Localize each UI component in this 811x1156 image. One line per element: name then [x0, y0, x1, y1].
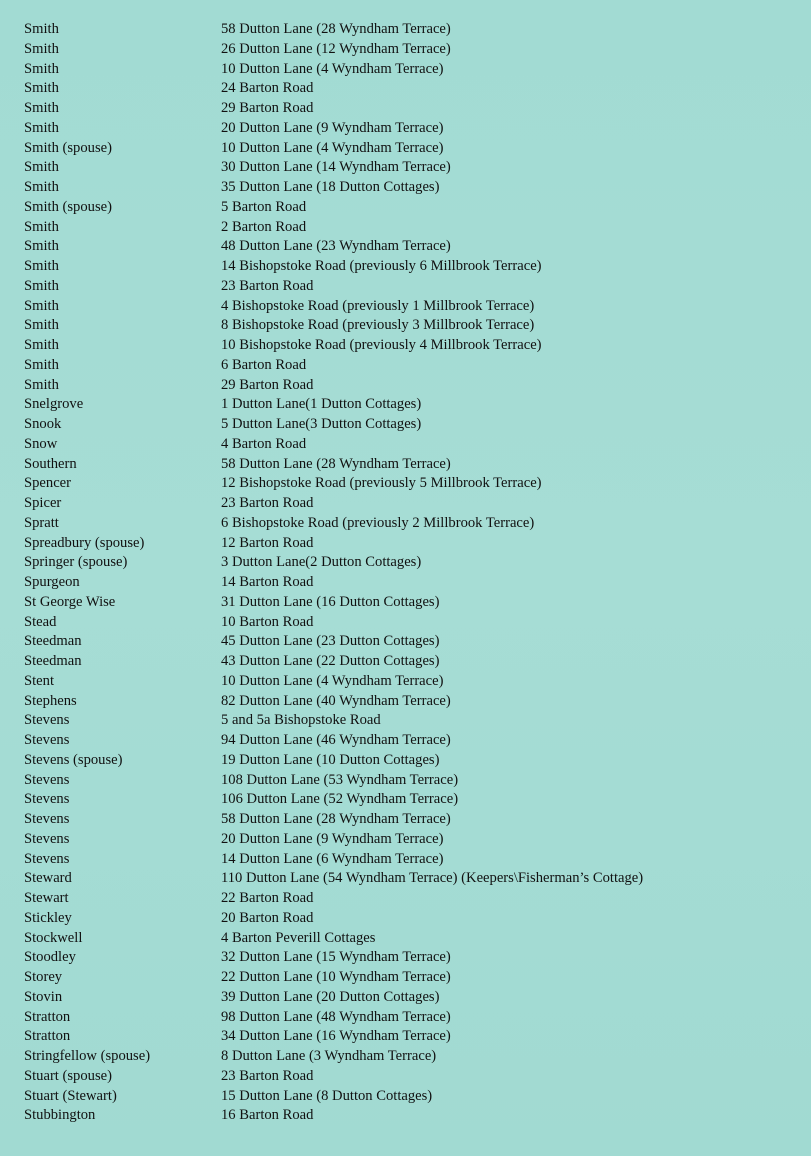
surname: Spencer [24, 475, 72, 492]
list-item [24, 1008, 794, 1028]
list-item [24, 494, 794, 514]
list-item [24, 514, 794, 534]
address: 12 Barton Road [221, 534, 314, 551]
address: 4 Barton Peverill Cottages [221, 929, 376, 946]
surname: Smith [24, 21, 59, 37]
address: 82 Dutton Lane (40 Wyndham Terrace) [221, 692, 451, 709]
surname: Stubbington [24, 1107, 96, 1124]
surname: Smith [24, 159, 59, 176]
list-item [24, 573, 794, 593]
surname: Smith [24, 376, 59, 393]
list-item [24, 60, 794, 80]
address: 6 Barton Road [221, 356, 307, 373]
list-item [24, 178, 794, 198]
list-item [24, 1047, 794, 1067]
address: 29 Barton Road [221, 376, 314, 393]
surname: Stuart (Stewart) [24, 1087, 117, 1104]
list-item [24, 139, 794, 159]
address: 98 Dutton Lane (48 Wyndham Terrace) [221, 1008, 451, 1025]
address: 20 Dutton Lane (9 Wyndham Terrace) [221, 830, 444, 847]
list-item [24, 751, 794, 771]
surname: Stratton [24, 1028, 71, 1045]
surname: Smith [24, 277, 59, 294]
list-item [24, 415, 794, 435]
address: 58 Dutton Lane (28 Wyndham Terrace) [221, 455, 451, 472]
list-item [24, 672, 794, 692]
list-item [24, 948, 794, 968]
address: 6 Bishopstoke Road (previously 2 Millbrook Terrace) [221, 514, 535, 531]
surname: Spratt [24, 514, 59, 531]
surname: Stuart (spouse) [24, 1067, 112, 1084]
list-item [24, 336, 794, 356]
list-item [24, 20, 794, 40]
surname: Southern [24, 455, 77, 472]
surname: Smith [24, 258, 59, 274]
address: 20 Dutton Lane (9 Wyndham Terrace) [221, 119, 444, 136]
address: 43 Dutton Lane (22 Dutton Cottages) [221, 653, 440, 669]
list-item [24, 1067, 794, 1087]
list-item [24, 435, 794, 455]
address: 8 Dutton Lane (3 Wyndham Terrace) [221, 1048, 437, 1064]
address: 23 Barton Road [221, 277, 314, 294]
list-item [24, 731, 794, 751]
address: 1 Dutton Lane(1 Dutton Cottages) [221, 396, 422, 413]
surname: Smith (spouse) [24, 198, 112, 215]
address: 8 Bishopstoke Road (previously 3 Millbrook Terrace) [221, 317, 535, 334]
address: 14 Barton Road [221, 574, 314, 590]
surname: St George Wise [24, 593, 116, 610]
list-item [24, 593, 794, 613]
surname: Snelgrove [24, 396, 84, 413]
address: 48 Dutton Lane (23 Wyndham Terrace) [221, 238, 451, 255]
surname: Smith [24, 218, 59, 235]
surname: Stephens [24, 692, 77, 709]
surname: Stovin [24, 988, 63, 1005]
list-item [24, 218, 794, 238]
surname: Spurgeon [24, 574, 80, 590]
address: 24 Barton Road [221, 80, 314, 97]
surname: Stevens [24, 712, 70, 729]
address: 19 Dutton Lane (10 Dutton Cottages) [221, 751, 440, 768]
address: 35 Dutton Lane (18 Dutton Cottages) [221, 179, 440, 195]
address: 26 Dutton Lane (12 Wyndham Terrace) [221, 40, 451, 57]
list-item [24, 771, 794, 791]
surname: Stevens [24, 811, 70, 827]
address: 39 Dutton Lane (20 Dutton Cottages) [221, 988, 440, 1005]
list-item [24, 40, 794, 60]
list-item [24, 237, 794, 257]
surname: Stent [24, 672, 54, 689]
address: 12 Bishopstoke Road (previously 5 Millbrook Terrace) [221, 475, 542, 492]
surname: Springer (spouse) [24, 554, 128, 571]
address: 10 Dutton Lane (4 Wyndham Terrace) [221, 139, 444, 156]
surname: Smith [24, 238, 59, 255]
address: 22 Dutton Lane (10 Wyndham Terrace) [221, 969, 451, 985]
list-item [24, 455, 794, 475]
address: 45 Dutton Lane (23 Dutton Cottages) [221, 633, 440, 650]
address: 10 Bishopstoke Road (previously 4 Millbrook Terrace) [221, 337, 542, 353]
address: 22 Barton Road [221, 890, 314, 906]
list-item [24, 1106, 794, 1126]
list-item [24, 376, 794, 396]
list-item [24, 297, 794, 317]
list-item [24, 652, 794, 672]
list-item [24, 158, 794, 178]
surname: Snook [24, 416, 62, 432]
address: 58 Dutton Lane (28 Wyndham Terrace) [221, 811, 451, 827]
surname: Smith [24, 100, 59, 116]
list-item [24, 257, 794, 277]
address: 58 Dutton Lane (28 Wyndham Terrace) [221, 21, 451, 37]
address: 15 Dutton Lane (8 Dutton Cottages) [221, 1087, 433, 1104]
address: 16 Barton Road [221, 1107, 314, 1124]
address: 106 Dutton Lane (52 Wyndham Terrace) [221, 791, 459, 808]
address: 30 Dutton Lane (14 Wyndham Terrace) [221, 159, 451, 176]
list-item [24, 909, 794, 929]
list-item [24, 474, 794, 494]
surname: Smith [24, 119, 59, 136]
list-item [24, 850, 794, 870]
surname: Stringfellow (spouse) [24, 1048, 151, 1064]
surname: Stevens [24, 732, 70, 748]
address: 14 Bishopstoke Road (previously 6 Millbrook Terrace) [221, 258, 542, 274]
address: 2 Barton Road [221, 218, 307, 235]
surname: Smith [24, 337, 59, 353]
address: 110 Dutton Lane (54 Wyndham Terrace) (Keepers\Fisherman’s Cottage) [221, 870, 644, 887]
surname: Steward [24, 870, 72, 887]
address: 10 Dutton Lane (4 Wyndham Terrace) [221, 672, 444, 689]
list-item [24, 356, 794, 376]
address: 14 Dutton Lane (6 Wyndham Terrace) [221, 850, 444, 867]
surname: Snow [24, 435, 58, 452]
list-item [24, 277, 794, 297]
surname: Stoodley [24, 949, 76, 966]
surname: Spicer [24, 495, 62, 511]
list-item [24, 869, 794, 889]
address: 5 Barton Road [221, 198, 307, 215]
surname: Stead [24, 613, 57, 630]
surname: Steedman [24, 653, 82, 669]
list-item [24, 613, 794, 633]
address: 34 Dutton Lane (16 Wyndham Terrace) [221, 1028, 451, 1045]
list-item [24, 1087, 794, 1107]
surname: Smith [24, 60, 59, 77]
address: 23 Barton Road [221, 1067, 314, 1084]
surname: Stickley [24, 909, 72, 926]
list-item [24, 889, 794, 909]
list-item [24, 711, 794, 731]
list-item [24, 119, 794, 139]
surname: Stevens (spouse) [24, 751, 123, 768]
address: 5 Dutton Lane(3 Dutton Cottages) [221, 416, 422, 432]
list-item [24, 790, 794, 810]
address: 108 Dutton Lane (53 Wyndham Terrace) [221, 771, 459, 788]
list-item [24, 929, 794, 949]
list-item [24, 1027, 794, 1047]
address: 10 Barton Road [221, 613, 314, 630]
list-item [24, 395, 794, 415]
list-item [24, 553, 794, 573]
list-item [24, 692, 794, 712]
surname: Stevens [24, 850, 70, 867]
address: 3 Dutton Lane(2 Dutton Cottages) [221, 554, 422, 571]
address: 20 Barton Road [221, 909, 314, 926]
surname: Smith [24, 179, 59, 195]
surname: Stratton [24, 1008, 71, 1025]
resident-address-list [24, 20, 794, 1126]
list-item [24, 99, 794, 119]
list-item [24, 534, 794, 554]
surname: Smith [24, 317, 59, 334]
list-item [24, 810, 794, 830]
list-item [24, 79, 794, 99]
address: 29 Barton Road [221, 100, 314, 116]
surname: Stevens [24, 791, 70, 808]
list-item [24, 988, 794, 1008]
surname: Storey [24, 969, 63, 985]
surname: Smith [24, 356, 59, 373]
address: 4 Barton Road [221, 435, 307, 452]
list-item [24, 316, 794, 336]
address: 31 Dutton Lane (16 Dutton Cottages) [221, 593, 440, 610]
address: 10 Dutton Lane (4 Wyndham Terrace) [221, 60, 444, 77]
list-item [24, 632, 794, 652]
address: 4 Bishopstoke Road (previously 1 Millbrook Terrace) [221, 297, 535, 314]
address: 32 Dutton Lane (15 Wyndham Terrace) [221, 949, 451, 966]
address: 5 and 5a Bishopstoke Road [221, 712, 381, 729]
list-item [24, 830, 794, 850]
surname: Smith [24, 40, 59, 57]
surname: Stevens [24, 771, 70, 788]
list-item [24, 198, 794, 218]
address: 23 Barton Road [221, 495, 314, 511]
surname: Spreadbury (spouse) [24, 534, 145, 551]
surname: Steedman [24, 633, 82, 650]
surname: Stewart [24, 890, 69, 906]
surname: Smith [24, 80, 59, 97]
list-item [24, 968, 794, 988]
surname: Stevens [24, 830, 70, 847]
address: 94 Dutton Lane (46 Wyndham Terrace) [221, 732, 451, 748]
surname: Stockwell [24, 929, 83, 946]
surname: Smith [24, 297, 59, 314]
surname: Smith (spouse) [24, 139, 112, 156]
